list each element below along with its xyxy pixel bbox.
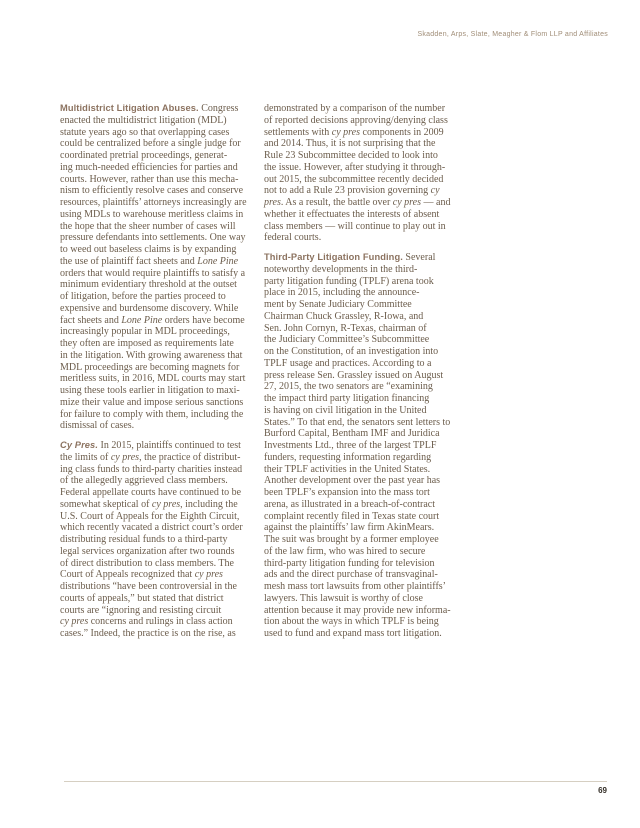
text-line: Federal appellate courts have continued to be [60,487,242,498]
text-line: dismissal of cases. [60,420,135,432]
text-line: distributing residual funds to a third-party [60,534,228,545]
text-line: ment by Senate Judiciary Committee [264,299,412,310]
text-line: they often are imposed as requirements late [60,338,234,349]
text-line: third-party litigation funding for television [264,557,435,569]
page-number: 69 [598,786,607,795]
running-header: Skadden, Arps, Slate, Meagher & Flom LLP and Affiliates [417,31,608,38]
text-line: out 2015, the subcommittee recently decided [264,173,444,185]
text-line: cases.” Indeed, the practice is on the rise, as [60,628,236,639]
text-line: against the plaintiffs’ law firm AkinMears. [264,522,435,534]
text-line: is having on civil litigation in the United [264,404,427,416]
text-line: TPLF usage and practices. According to a [264,357,432,369]
two-column-text [60,103,454,648]
text-line: Third-Party Litigation Funding. Several [264,252,436,263]
text-line: increasingly popular in MDL proceedings, [60,326,230,338]
text-line: press release Sen. Grassley issued on August [264,369,444,381]
text-line: orders that would require plaintiffs to satisfy a [60,267,246,279]
text-line: of litigation, before the parties proceed to [60,291,226,302]
text-line: ads and the direct purchase of transvaginal- [264,569,438,581]
text-line: Court of Appeals recognized that cy pres [60,569,223,581]
text-line: pres. As a result, the battle over cy pres — and [264,197,451,208]
text-line: somewhat skeptical of cy pres, including the [60,498,238,510]
text-line: expensive and burdensome discovery. While [60,302,239,314]
paragraph [60,440,250,640]
column-left [60,103,250,648]
text-line: class members — will continue to play out in [264,220,446,232]
text-line: could be centralized before a single judge for [60,138,241,150]
footer-rule [64,781,607,782]
paragraph [264,252,454,640]
text-line: been TPLF’s expansion into the mass tort [264,487,430,498]
text-line: courts are “ignoring and resisting circuit [60,604,222,616]
text-line: resources, plaintiffs’ attorneys increasingly are [60,197,247,208]
text-line: legal services organization after two rounds [60,545,235,557]
text-line: tion about the ways in which TPLF is being [264,616,439,628]
text-line: using these tools earlier in litigation to maxi- [60,385,240,396]
text-line: party litigation funding (TPLF) arena took [264,275,434,287]
text-line: for failure to comply with them, including the [60,408,244,420]
paragraph-heading: Third-Party Litigation Funding. [264,252,403,262]
text-line: the limits of cy pres, the practice of distribut- [60,451,241,463]
text-line: The suit was brought by a former employee [264,534,439,545]
text-line: Burford Capital, Bentham IMF and Juridica [264,428,440,440]
text-line: Sen. John Cornyn, R-Texas, chairman of [264,322,427,334]
text-line: used to fund and expand mass tort litigation. [264,628,442,639]
text-line: using MDLs to warehouse meritless claims in [60,208,244,220]
text-line: ing class funds to third-party charities instead [60,463,243,475]
text-line: settlements with cy pres components in 2009 [264,126,444,138]
text-line: courts of appeals,” but stated that district [60,592,224,604]
text-line: nism to efficiently resolve cases and conserve [60,185,244,197]
text-line: the impact third party litigation financing [264,393,430,404]
text-line: complaint recently filed in Texas state court [264,510,440,522]
text-line: pressure defendants into settlements. One way [60,232,246,244]
text-line: courts. However, rather than use this mecha- [60,173,239,185]
text-line: Multidistrict Litigation Abuses. Congress [60,103,239,114]
text-line: Chairman Chuck Grassley, R-Iowa, and [264,310,424,322]
text-line: statute years ago so that overlapping cases [60,126,230,138]
paragraph [264,103,454,244]
paragraph [60,103,250,432]
text-line: of direct distribution to class members. The [60,557,234,569]
text-line: fact sheets and Lone Pine orders have become [60,314,245,326]
text-line: of reported decisions approving/denying class [264,114,448,126]
text-line: their TPLF activities in the United States. [264,463,431,475]
column-right [264,103,454,648]
text-line: meritless suits, in 2016, MDL courts may start [60,373,246,385]
paragraph-heading: Multidistrict Litigation Abuses. [60,103,199,113]
text-line: in the litigation. With growing awareness that [60,349,243,361]
text-line: MDL proceedings are becoming magnets for [60,361,240,373]
text-line: minimum evidentiary threshold at the outset [60,279,237,291]
text-line: attention because it may provide new informa- [264,604,451,616]
text-line: lawyers. This lawsuit is worthy of close [264,592,423,604]
text-line: the issue. However, after studying it through- [264,161,446,173]
text-line: of the allegedly aggrieved class members. [60,475,228,487]
text-line: the use of plaintiff fact sheets and Lone Pine [60,255,239,267]
text-line: Another development over the past year has [264,475,441,487]
text-line: the Judiciary Committee’s Subcommittee [264,334,430,346]
text-line: arena, as illustrated in a breach-of-contract [264,498,436,510]
paragraph-heading: Cy Pres. [60,440,99,450]
text-line: and 2014. Thus, it is not surprising that the [264,138,436,150]
text-line: U.S. Court of Appeals for the Eighth Circuit, [60,510,240,522]
text-line: not to add a Rule 23 provision governing cy [264,185,440,197]
text-line: 27, 2015, the two senators are “examining [264,381,433,393]
text-line: Rule 23 Subcommittee decided to look into [264,150,438,161]
text-line: demonstrated by a comparison of the number [264,103,446,114]
text-line: the hope that the sheer number of cases will [60,220,236,232]
text-line: mesh mass tort lawsuits from other plaintiffs’ [264,581,447,592]
text-line: mize their value and impose serious sanctions [60,396,244,408]
text-line: federal courts. [264,232,322,244]
text-line: distributions “have been controversial in the [60,581,237,592]
text-line: enacted the multidistrict litigation (MDL) [60,114,227,126]
text-line: ing much-needed efficiencies for parties and [60,161,238,173]
text-line: on the Constitution, of an investigation into [264,346,439,357]
text-line: Investments Ltd., three of the largest TPLF [264,440,437,451]
text-line: place in 2015, including the announce- [264,287,420,299]
text-line: States.” To that end, the senators sent letters to [264,416,451,428]
text-line: funders, requesting information regarding [264,451,432,463]
text-line: which recently vacated a district court’s order [60,522,243,534]
text-line: noteworthy developments in the third- [264,263,418,275]
text-line: whether it effectuates the interests of absent [264,208,440,220]
text-line: cy pres concerns and rulings in class action [60,616,233,628]
text-line: Cy Pres. In 2015, plaintiffs continued to test [60,440,241,451]
text-line: of the law firm, who was hired to secure [264,545,426,557]
text-line: to weed out baseless claims is by expanding [60,244,237,255]
text-line: coordinated pretrial proceedings, generat- [60,150,228,161]
